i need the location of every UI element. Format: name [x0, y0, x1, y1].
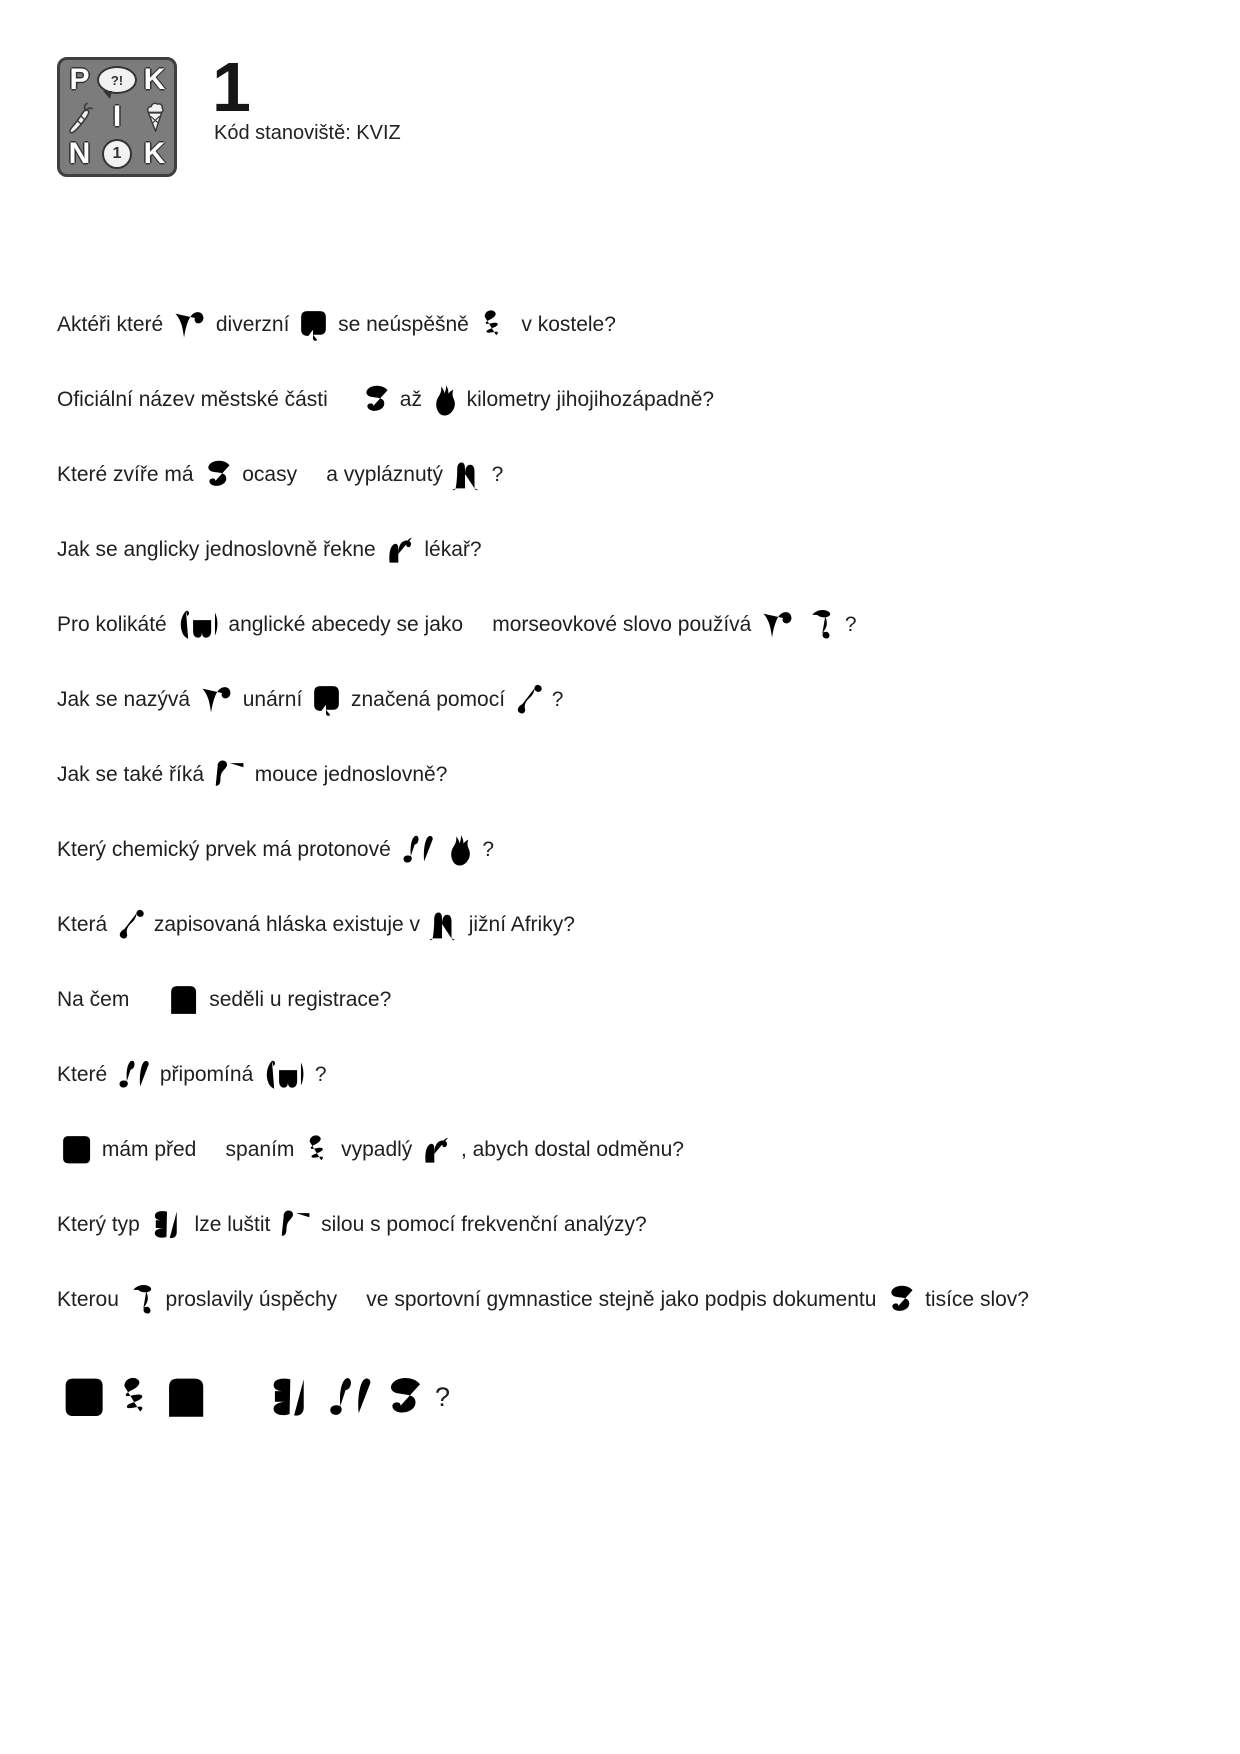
- glyph-flag-hook-icon: [127, 1282, 158, 1317]
- question-text: Oficiální název městské části: [57, 387, 357, 411]
- question-text: ocasy a vypláznutý: [236, 462, 449, 486]
- question-line-13: [57, 1187, 1197, 1262]
- question-text: Které zvíře má: [57, 462, 200, 486]
- glyph-tulip-icon: [430, 382, 459, 417]
- question-text: se neúspěšně: [332, 312, 475, 336]
- question-text: ?: [545, 687, 564, 711]
- logo-letter-n: N: [68, 136, 91, 170]
- cipher-word-2: [261, 1373, 429, 1421]
- question-text: vypadlý: [335, 1137, 419, 1161]
- glyph-ram-horn-icon: [198, 682, 235, 717]
- glyph-angular-s-j-icon: [264, 1373, 318, 1421]
- glyph-boxed-hook-icon: [310, 682, 343, 717]
- glyph-ram-horn-icon: [759, 607, 796, 642]
- question-text: Aktéři které: [57, 312, 170, 336]
- glyph-beta-esh-icon: [399, 832, 436, 867]
- logo-letter-k1: K: [143, 63, 166, 97]
- glyph-beta-esh-icon: [115, 1057, 152, 1092]
- question-text: Která: [57, 912, 114, 936]
- question-text: Které: [57, 1062, 114, 1086]
- question-line-3: [57, 437, 1197, 512]
- question-text: mouce jednoslovně?: [248, 762, 448, 786]
- glyph-spiral-square-icon: [60, 1373, 108, 1421]
- glyph-angular-s-j-icon: [148, 1207, 187, 1242]
- question-text: Který chemický prvek má protonové: [57, 837, 397, 861]
- question-text: Jak se anglicky jednoslovně řekne: [57, 537, 382, 561]
- question-text: značená pomocí: [345, 687, 511, 711]
- glyph-ram-horn-icon: [171, 307, 208, 342]
- question-text: mám před spaním: [96, 1137, 301, 1161]
- question-text: Jak se nazývá: [57, 687, 196, 711]
- speech-bubble-icon: ?!: [97, 66, 137, 94]
- cipher-question-line: [57, 1352, 450, 1442]
- glyph-s-zigzag-icon: [114, 1373, 156, 1421]
- glyph-s-loop-icon: [359, 382, 392, 417]
- glyph-s-zigzag-icon: [477, 307, 508, 342]
- logo-letter-p: P: [69, 63, 90, 97]
- glyph-loop-five-icon: [513, 682, 544, 717]
- question-text: Pro kolikáté: [57, 612, 173, 636]
- question-text: zapisovaná hláska existuje v: [148, 912, 426, 936]
- glyph-chair-loop-icon: [166, 982, 201, 1017]
- glyph-n-swirl-icon: [384, 532, 417, 567]
- question-line-12: [57, 1112, 1197, 1187]
- piknik-logo: [57, 57, 177, 177]
- question-line-11: [57, 1037, 1197, 1112]
- question-text: lze luštit: [188, 1212, 277, 1236]
- logo-letter-i: I: [112, 99, 122, 133]
- question-line-9: [57, 887, 1197, 962]
- question-text: v kostele?: [509, 312, 616, 336]
- glyph-chair-loop-icon: [162, 1373, 210, 1421]
- question-text: ?: [839, 612, 857, 636]
- question-text: diverzní: [210, 312, 296, 336]
- question-text: silou s pomocí frekvenční analýzy?: [315, 1212, 647, 1236]
- glyph-loop-five-icon: [115, 907, 146, 942]
- glyph-spiral-square-icon: [59, 1132, 94, 1167]
- glyph-omega-parens-icon: [261, 1057, 307, 1092]
- question-list: [57, 287, 1197, 1337]
- question-text: Kterou: [57, 1287, 125, 1311]
- question-text: lékař?: [418, 537, 482, 561]
- glyph-omega-parens-icon: [175, 607, 221, 642]
- question-text: Jak se také říká: [57, 762, 210, 786]
- question-line-6: [57, 662, 1197, 737]
- question-text: až: [393, 387, 428, 411]
- glyph-two-gamma-icon: [278, 1207, 313, 1242]
- question-text: [438, 838, 444, 862]
- glyph-tulip-icon: [445, 832, 474, 867]
- question-text: , abych dostal odměnu?: [455, 1137, 684, 1161]
- question-text: anglické abecedy se jako morseovkové slovo používá: [222, 612, 758, 636]
- question-text: připomíná: [154, 1062, 260, 1086]
- glyph-s-loop-icon: [201, 457, 234, 492]
- glyph-s-loop-icon: [884, 1282, 917, 1317]
- logo-letter-k2: K: [143, 136, 166, 170]
- glyph-s-zigzag-icon: [302, 1132, 333, 1167]
- question-line-8: [57, 812, 1197, 887]
- question-line-4: [57, 512, 1197, 587]
- question-line-7: [57, 737, 1197, 812]
- question-line-2: [57, 362, 1197, 437]
- question-text: seděli u registrace?: [203, 987, 392, 1011]
- glyph-boxed-hook-icon: [297, 307, 330, 342]
- question-line-5: [57, 587, 1197, 662]
- question-line-14: [57, 1262, 1197, 1337]
- question-text: ?: [476, 837, 494, 861]
- glyph-flag-hook-icon: [806, 607, 837, 642]
- carrot-icon: [67, 100, 93, 134]
- glyph-beta-esh-icon: [324, 1373, 375, 1421]
- cipher-word-1: [57, 1373, 213, 1421]
- question-text: ?: [485, 462, 504, 486]
- question-line-1: [57, 287, 1197, 362]
- glyph-two-gamma-icon: [212, 757, 247, 792]
- station-number: 1: [212, 48, 251, 126]
- question-text: Který typ: [57, 1212, 146, 1236]
- ice-cream-cone-icon: [144, 100, 166, 134]
- question-text: kilometry jihojihozápadně?: [460, 387, 715, 411]
- glyph-n-swirl-icon: [420, 1132, 453, 1167]
- circled-one-badge: 1: [102, 139, 132, 169]
- station-code-label: Kód stanoviště: KVIZ: [214, 122, 401, 144]
- glyph-s-loop-icon: [381, 1373, 426, 1421]
- cipher-question-mark: ?: [435, 1381, 451, 1412]
- question-text: Na čem: [57, 987, 165, 1011]
- question-text: proslavily úspěchy ve sportovní gymnastice stejně jako podpis dokumentu: [159, 1287, 883, 1311]
- glyph-m-arches-icon: [428, 907, 461, 942]
- question-text: jižní Afriky?: [462, 912, 575, 936]
- glyph-m-arches-icon: [451, 457, 484, 492]
- question-text: [798, 613, 804, 637]
- question-text: ?: [309, 1062, 327, 1086]
- question-text: unární: [236, 687, 309, 711]
- question-text: tisíce slov?: [919, 1287, 1029, 1311]
- question-line-10: [57, 962, 1197, 1037]
